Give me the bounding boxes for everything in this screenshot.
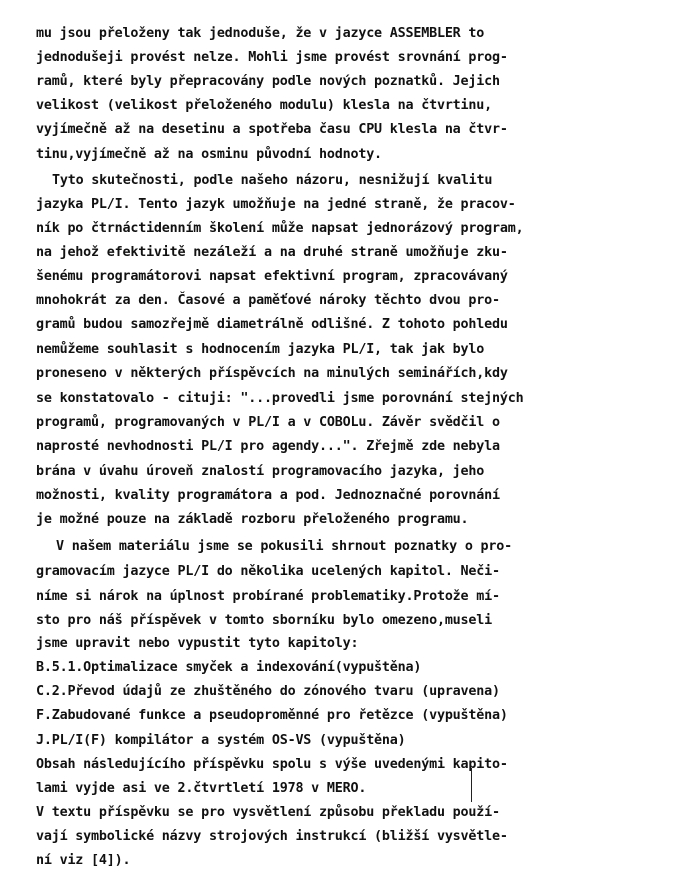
text-line: ní viz [4]). [36, 853, 131, 868]
text-line: programů, programovaných v PL/I a v COBOLu. Závěr svědčil o [36, 415, 500, 430]
text-line: šenému programátorovi napsat efektivní program, zpracovávaný [36, 269, 508, 284]
text-line: možnosti, kvality programátora a pod. Jednoznačné porovnání [36, 488, 500, 503]
text-line: sto pro náš příspěvek v tomto sborníku bylo omezeno,museli [36, 613, 492, 628]
text-line: gramovacím jazyce PL/I do několika ucelených kapitol. Neči- [36, 564, 500, 579]
text-line: lami vyjde asi ve 2.čtvrtletí 1978 v MERO. [36, 781, 367, 796]
text-line: V textu příspěvku se pro vysvětlení způsobu překladu použí- [36, 805, 500, 820]
text-line: nemůžeme souhlasit s hodnocením jazyka PL/I, tak jak bylo [36, 342, 485, 357]
text-line: vyjímečně až na desetinu a spotřeba času CPU klesla na čtvr- [36, 122, 508, 137]
text-line: jsme upravit nebo vypustit tyto kapitoly: [36, 636, 359, 651]
text-line: níme si nárok na úplnost probírané problematiky.Protože mí- [36, 589, 500, 604]
text-line: vají symbolické názvy strojových instrukcí (bližší vysvětle- [36, 829, 508, 844]
text-line: proneseno v některých příspěvcích na minulých seminářích,kdy [36, 366, 508, 381]
text-line: tinu,vyjímečně až na osminu původní hodnoty. [36, 147, 382, 162]
text-line: mnohokrát za den. Časové a paměťové nároky těchto dvou pro- [36, 293, 500, 308]
margin-mark [471, 768, 472, 802]
text-line: Obsah následujícího příspěvku spolu s výše uvedenými kapito- [36, 757, 508, 772]
text-line: J.PL/I(F) kompilátor a systém OS-VS (vypuštěna) [36, 733, 406, 748]
text-line: V našem materiálu jsme se pokusili shrnout poznatky o pro- [56, 539, 512, 554]
text-line: C.2.Převod údajů ze zhuštěného do zónového tvaru (upravena) [36, 684, 500, 699]
text-line: Tyto skutečnosti, podle našeho názoru, nesnižují kvalitu [52, 173, 493, 188]
text-line: na jehož efektivitě nezáleží a na druhé straně umožňuje zku- [36, 245, 508, 260]
text-line: gramů budou samozřejmě diametrálně odlišné. Z tohoto pohledu [36, 317, 508, 332]
text-line: mu jsou přeloženy tak jednoduše, že v jazyce ASSEMBLER to [36, 26, 485, 41]
text-line: ník po čtrnáctidenním školení může napsat jednorázový program, [36, 221, 524, 236]
text-line: velikost (velikost přeloženého modulu) klesla na čtvrtinu, [36, 98, 492, 113]
text-line: F.Zabudované funkce a pseudoproměnné pro řetězce (vypuštěna) [36, 708, 508, 723]
text-line: se konstatovalo - cituji: "...provedli jsme porovnání stejných [36, 391, 524, 406]
text-line: jednodušeji provést nelze. Mohli jsme provést srovnání prog- [36, 50, 508, 65]
text-line: brána v úvahu úroveň znalostí programovacího jazyka, jeho [36, 464, 485, 479]
text-line: jazyka PL/I. Tento jazyk umožňuje na jedné straně, že pracov- [36, 197, 516, 212]
text-line: naprosté nevhodnosti PL/I pro agendy...". Zřejmě zde nebyla [36, 439, 500, 454]
text-line: B.5.1.Optimalizace smyček a indexování(vypuštěna) [36, 660, 422, 675]
text-line: je možné pouze na základě rozboru přeloženého programu. [36, 512, 469, 527]
text-line: ramů, které byly přepracovány podle nových poznatků. Jejich [36, 74, 500, 89]
